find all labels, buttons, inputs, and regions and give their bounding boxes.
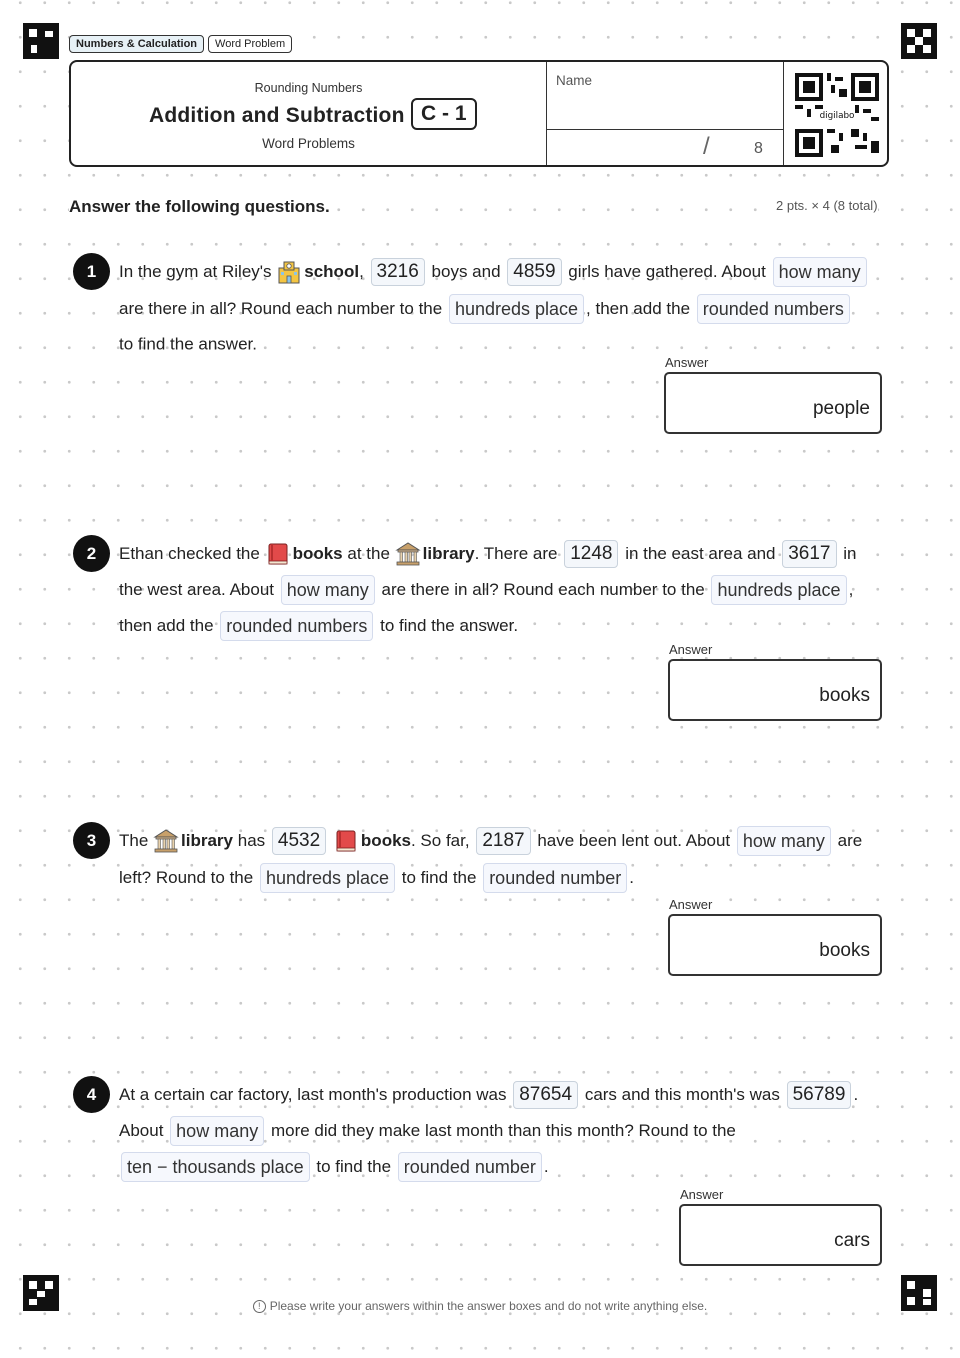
keyword-chip: rounded number <box>398 1152 542 1182</box>
answer-label: Answer <box>680 1187 724 1202</box>
answer-label: Answer <box>665 355 709 370</box>
question-1-line-1 <box>119 257 869 287</box>
worksheet-subtitle: Word Problems <box>262 136 355 151</box>
answer-label: Answer <box>669 897 713 912</box>
question-text: more did they make last month than this month? Round to the <box>270 1121 736 1140</box>
worksheet-code: C - 1 <box>411 98 477 130</box>
question-text: , <box>848 580 854 599</box>
answer-unit: books <box>819 685 870 706</box>
corner-marker-top-right <box>901 23 937 59</box>
keyword-noun: library <box>422 544 475 563</box>
question-1-line-3 <box>119 331 257 358</box>
library-icon <box>153 828 179 854</box>
footer-text: Please write your answers within the answer boxes and do not write anything else. <box>269 1299 708 1313</box>
question-text: Ethan checked the <box>119 544 260 563</box>
worksheet-title: Addition and Subtraction <box>149 104 405 127</box>
type-tag: Word Problem <box>208 35 292 53</box>
question-4-line-1 <box>119 1081 858 1109</box>
question-text: in <box>843 544 857 563</box>
answer-box[interactable] <box>664 372 882 434</box>
corner-marker-top-left <box>23 23 59 59</box>
answer-box[interactable] <box>679 1204 882 1266</box>
question-3-line-1 <box>119 826 862 856</box>
instructions: Answer the following questions. <box>69 197 330 216</box>
keyword-noun: books <box>292 544 343 563</box>
question-2-line-3 <box>119 611 518 641</box>
keyword-chip: rounded numbers <box>697 294 850 324</box>
question-text: to find the <box>316 1157 392 1176</box>
qr-code <box>795 73 879 157</box>
category-tag: Numbers & Calculation <box>69 35 204 53</box>
worksheet-header <box>69 60 889 167</box>
library-icon <box>395 541 421 567</box>
question-text: . <box>629 868 635 887</box>
number-chip: 56789 <box>787 1081 852 1109</box>
question-text: are there in all? Round each number to the <box>119 299 443 318</box>
question-2-line-2 <box>119 575 853 605</box>
question-text: cars and this month's was <box>584 1085 780 1104</box>
keyword-chip: hundreds place <box>449 294 584 324</box>
question-text: to find the answer. <box>380 616 519 635</box>
answer-unit: people <box>812 398 870 419</box>
keyword-chip: rounded number <box>483 863 627 893</box>
question-text: . There are <box>474 544 558 563</box>
title-block <box>71 62 546 165</box>
school-icon <box>276 259 302 285</box>
number-chip: 3216 <box>371 258 425 286</box>
number-chip: 4859 <box>507 258 561 286</box>
book-icon <box>265 541 291 567</box>
question-text: left? Round to the <box>119 868 254 887</box>
question-text: to find the answer. <box>119 334 257 354</box>
question-number: 4 <box>73 1076 110 1113</box>
points-info: 2 pts. × 4 (8 total) <box>776 198 878 213</box>
question-text: About <box>119 1121 164 1140</box>
answer-label: Answer <box>669 642 713 657</box>
question-text: has <box>237 831 266 850</box>
question-text: have been lent out. About <box>537 831 731 850</box>
info-icon: ! <box>253 1300 266 1313</box>
footer-note <box>0 1299 960 1313</box>
question-3-line-2 <box>119 863 634 893</box>
question-4-line-3 <box>119 1152 549 1182</box>
keyword-chip: ten − thousands place <box>121 1152 310 1182</box>
topic-subtitle: Rounding Numbers <box>254 81 363 95</box>
number-chip: 87654 <box>513 1081 578 1109</box>
keyword-chip: how many <box>170 1116 264 1146</box>
name-divider <box>547 129 783 130</box>
keyword-chip: how many <box>281 575 375 605</box>
keyword-chip: how many <box>773 257 867 287</box>
question-text: girls have gathered. About <box>568 262 766 281</box>
question-text: the west area. About <box>119 580 274 599</box>
number-chip: 3617 <box>782 540 836 568</box>
question-1-line-2 <box>119 294 852 324</box>
score-slash: / <box>703 133 710 160</box>
question-text: At a certain car factory, last month's production was <box>119 1085 507 1104</box>
number-chip: 1248 <box>564 540 618 568</box>
question-text: boys and <box>431 262 501 281</box>
keyword-chip: hundreds place <box>711 575 846 605</box>
question-text: are <box>837 831 863 850</box>
question-text: in the east area and <box>625 544 776 563</box>
tag-row <box>69 35 292 53</box>
keyword-chip: hundreds place <box>260 863 395 893</box>
answer-unit: cars <box>834 1230 870 1251</box>
question-number: 1 <box>73 253 110 290</box>
question-number: 3 <box>73 822 110 859</box>
question-text: then add the <box>119 616 214 635</box>
answer-unit: books <box>819 940 870 961</box>
answer-box[interactable] <box>668 914 882 976</box>
book-icon <box>333 828 359 854</box>
keyword-chip: rounded numbers <box>220 611 373 641</box>
question-text: at the <box>347 544 390 563</box>
name-label: Name <box>556 73 593 88</box>
question-2-line-1 <box>119 540 856 568</box>
name-score-block <box>546 62 784 165</box>
keyword-noun: library <box>181 831 234 850</box>
question-text: In the gym at Riley's <box>119 262 272 281</box>
keyword-chip: how many <box>737 826 831 856</box>
keyword-noun: books <box>360 831 411 850</box>
number-chip: 2187 <box>476 827 530 855</box>
question-text: . <box>543 1157 549 1176</box>
question-text: . So far, <box>410 831 470 850</box>
question-text: are there in all? Round each number to the <box>381 580 705 599</box>
answer-box[interactable] <box>668 659 882 721</box>
question-4-line-2 <box>119 1116 736 1146</box>
question-text: The <box>119 831 149 850</box>
question-text: , then add the <box>586 299 691 318</box>
question-number: 2 <box>73 535 110 572</box>
qr-brand-text: digilabo <box>819 110 855 121</box>
number-chip: 4532 <box>272 827 326 855</box>
question-text: to find the <box>401 868 477 887</box>
score-total: 8 <box>754 140 763 157</box>
question-text: . <box>853 1085 859 1104</box>
keyword-noun: school <box>304 262 360 281</box>
question-text: , <box>359 262 364 281</box>
